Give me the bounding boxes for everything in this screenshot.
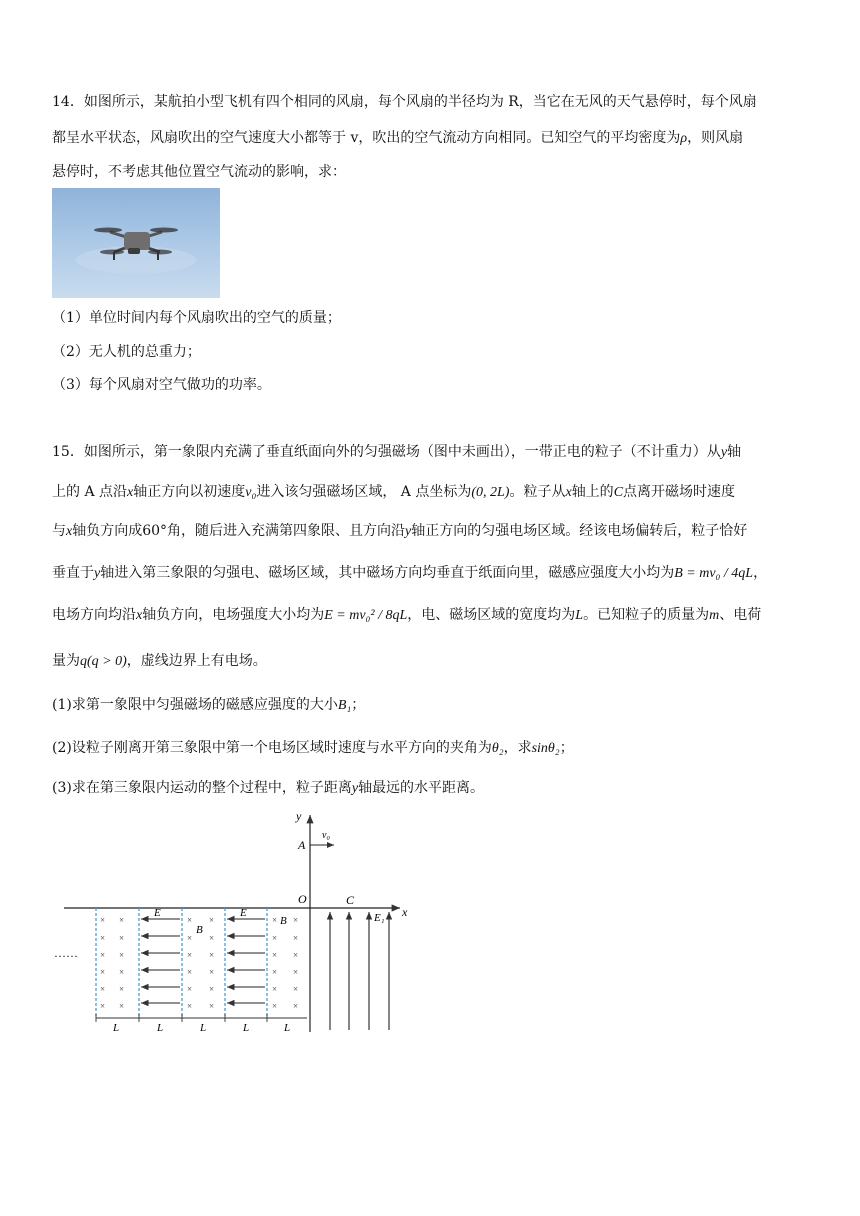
x-axis-label: x [402, 905, 408, 919]
width-label-3: L [200, 1022, 207, 1034]
svg-text:×: × [272, 1001, 278, 1011]
width-label-4: L [243, 1022, 250, 1034]
field-diagram [0, 800, 860, 1040]
ellipsis: …… [54, 946, 78, 960]
svg-text:×: × [293, 1001, 299, 1011]
svg-text:×: × [209, 915, 215, 925]
v0-label: v₀ [322, 830, 330, 841]
svg-text:×: × [272, 967, 278, 977]
svg-text:×: × [119, 933, 125, 943]
svg-text:×: × [272, 915, 278, 925]
svg-text:×: × [209, 950, 215, 960]
svg-text:×: × [187, 950, 193, 960]
width-label-2: L [157, 1022, 164, 1034]
q14-sub2: （2）无人机的总重力； [52, 344, 201, 360]
b-label-1: B [196, 924, 203, 936]
point-a-label: A [298, 838, 306, 852]
y-axis-label: y [296, 809, 302, 823]
drone-photo [52, 188, 220, 298]
e1-label: E₁ [374, 912, 385, 924]
q15-line2: 上的 A 点沿x轴正方向以初速度v₀进入该匀强磁场区域， A 点坐标为(0, 2L)。粒子从x轴上的C点离开磁场时速度 [52, 484, 736, 500]
q14-line2: 都呈水平状态，风扇吹出的空气速度大小都等于 v，吹出的空气流动方向相同。已知空气的平均密度为ρ，则风扇 [52, 130, 744, 146]
svg-text:×: × [293, 967, 299, 977]
svg-text:×: × [100, 984, 106, 994]
svg-text:×: × [187, 915, 193, 925]
origin-label: O [298, 892, 307, 906]
svg-text:×: × [187, 984, 193, 994]
svg-text:×: × [209, 1001, 215, 1011]
svg-text:×: × [293, 915, 299, 925]
q15-line1: 15．如图所示，第一象限内充满了垂直纸面向外的匀强磁场（图中未画出），一带正电的粒子（不计重力）从y轴 [52, 444, 742, 460]
svg-text:×: × [209, 984, 215, 994]
svg-text:×: × [209, 967, 215, 977]
q15-line6: 量为q(q > 0)，虚线边界上有电场。 [52, 653, 267, 669]
svg-text:×: × [187, 933, 193, 943]
svg-text:×: × [119, 1001, 125, 1011]
e-label-2: E [240, 907, 247, 919]
point-c-label: C [346, 893, 355, 907]
svg-text:×: × [187, 967, 193, 977]
q15-line3: 与x轴负方向成60°角，随后进入充满第四象限、且方向沿y轴正方向的匀强电场区域。经该电场偏转后，粒子恰好 [52, 523, 748, 539]
q15-line4: 垂直于y轴进入第三象限的匀强电、磁场区域，其中磁场方向均垂直于纸面向里，磁感应强度大小均为B = mv₀ / 4qL， [52, 565, 768, 581]
svg-text:×: × [293, 950, 299, 960]
svg-text:×: × [100, 967, 106, 977]
width-label-1: L [113, 1022, 120, 1034]
svg-text:×: × [119, 915, 125, 925]
q14-sub3: （3）每个风扇对空气做功的功率。 [52, 377, 271, 393]
svg-text:×: × [272, 984, 278, 994]
svg-text:×: × [100, 1001, 106, 1011]
electric-field-arrows [141, 919, 265, 1003]
q14-line3: 悬停时，不考虑其他位置空气流动的影响，求： [52, 164, 346, 180]
svg-text:×: × [100, 933, 106, 943]
q14-sub1: （1）单位时间内每个风扇吹出的空气的质量； [52, 310, 341, 326]
svg-text:×: × [209, 933, 215, 943]
width-label-5: L [284, 1022, 291, 1034]
q15-sub3: (3)求在第三象限内运动的整个过程中，粒子距离y轴最远的水平距离。 [52, 780, 485, 796]
svg-text:×: × [100, 915, 106, 925]
q14-line1: 14．如图所示，某航拍小型飞机有四个相同的风扇，每个风扇的半径均为 R，当它在无风的天气悬停时，每个风扇 [52, 94, 757, 110]
e1-field-lines [330, 912, 389, 1030]
q15-sub1: (1)求第一象限中匀强磁场的磁感应强度的大小B₁； [52, 697, 366, 713]
svg-text:×: × [272, 950, 278, 960]
svg-text:×: × [119, 967, 125, 977]
svg-text:×: × [272, 933, 278, 943]
svg-text:×: × [187, 1001, 193, 1011]
svg-text:×: × [100, 950, 106, 960]
q15-sub2: (2)设粒子刚离开第三象限中第一个电场区域时速度与水平方向的夹角为θ₂，求sinθ₂； [52, 740, 574, 756]
svg-text:×: × [119, 950, 125, 960]
b-label-2: B [280, 915, 287, 927]
svg-text:×: × [119, 984, 125, 994]
drone-icon [52, 188, 220, 298]
q15-line5: 电场方向均沿x轴负方向，电场强度大小均为E = mv₀² / 8qL，电、磁场区域的宽度均为L。已知粒子的质量为m、电荷 [52, 607, 762, 623]
e-label-1: E [154, 907, 161, 919]
width-markers [96, 1014, 307, 1022]
svg-text:×: × [293, 933, 299, 943]
svg-text:×: × [293, 984, 299, 994]
